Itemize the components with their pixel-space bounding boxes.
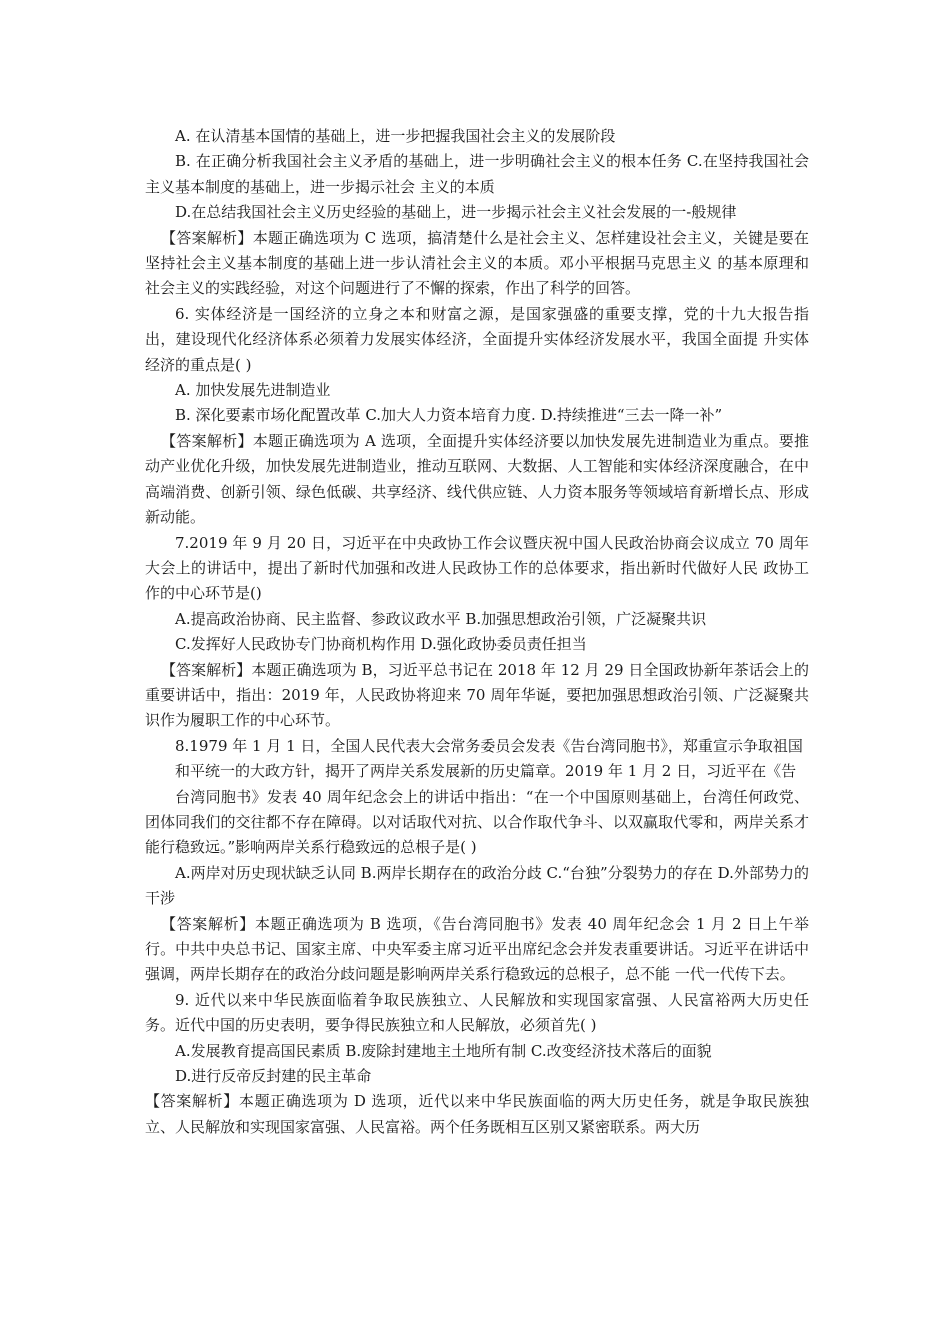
question-6-options-b-d: B. 深化要素市场化配置改革 C.加大人力资本培育力度. D.持续推进“三去一降一补” [175, 406, 723, 425]
answer-explanation-8: 【答案解析】本题正确选项为 B 选项，《告台湾同胞书》发表 40 周年纪念会 1 月 2 日上午举行。中共中央总书记、国家主席、中央军委主席习近平出席纪念会并发表重要讲话。习近平在讲话中强调，两岸长期存在的政治分歧问题是影响两岸关系行稳致远的总根子，总不能 一代一代传下去。 [145, 914, 809, 984]
question-9-option-d: D.进行反帝反封建的民主革命 [175, 1067, 372, 1086]
question-8-options: A.两岸对历史现状缺乏认同 B.两岸长期存在的政治分歧 C.“台独”分裂势力的存在 D.外部势力的干涉 [145, 863, 809, 908]
question-7-options-c-d: C.发挥好人民政协专门协商机构作用 D.强化政协委员责任担当 [175, 635, 587, 654]
question-8-part-2: 和平统一的大政方针，揭开了两岸关系发展新的历史篇章。2019 年 1 月 2 日，习近平在《告 [175, 762, 797, 781]
answer-explanation-9: 【答案解析】本题正确选项为 D 选项，近代以来中华民族面临的两大历史任务，就是争取民族独立、人民解放和实现国家富强、人民富裕。两个任务既相互区别又紧密联系。两大历 [145, 1092, 809, 1136]
question-9-options-a-c: A.发展教育提高国民素质 B.废除封建地主土地所有制 C.改变经济技术落后的面貌 [175, 1041, 712, 1060]
option-d-line: D.在总结我国社会主义历史经验的基础上，进一步揭示社会主义社会发展的一-般规律 [175, 203, 737, 222]
answer-explanation-7: 【答案解析】本题正确选项为 B，习近平总书记在 2018 年 12 月 29 日全国政协新年茶话会上的重要讲话中，指出：2019 年，人民政协将迎来 70 周年华诞，要把加强思想政治引领、广泛凝聚共识作为履职工作的中心环节。 [145, 660, 809, 730]
question-9: 9. 近代以来中华民族面临着争取民族独立、人民解放和实现国家富强、人民富裕两大历史任 务。近代中国的历史表明，要争得民族独立和人民解放，必须首先( ) [145, 990, 809, 1035]
question-7-options-a-b: A.提高政治协商、民主监督、参政议政水平 B.加强思想政治引领，广泛凝聚共识 [175, 609, 707, 628]
answer-explanation-5: 【答案解析】本题正确选项为 C 选项，搞清楚什么是社会主义、怎样建设社会主义，关键是要在坚持社会主义基本制度的基础上进一步认清社会主义的本质。邓小平根据马克思主义 的基本原理和社会主义的实践经验，对这个问题进行了不懈的探索，作出了科学的回答。 [145, 228, 809, 298]
option-b-c-line: B. 在正确分析我国社会主义矛盾的基础上，进一步明确社会主义的根本任务 C.在坚持我国社会主义基本制度的基础上，进一步揭示社会 主义的本质 [145, 152, 809, 196]
question-6-option-a: A. 加快发展先进制造业 [175, 381, 331, 400]
option-a-line: A. 在认清基本国情的基础上，进一步把握我国社会主义的发展阶段 [175, 127, 616, 145]
question-7: 7.2019 年 9 月 20 日，习近平在中央政协工作会议暨庆祝中国人民政治协商会议成立 70 周年大会上的讲话中，提出了新时代加强和改进人民政协工作的总体要求，指出新时代做好人民 政协工作的中心环节是() [145, 533, 809, 603]
question-6: 6. 实体经济是一国经济的立身之本和财富之源，是国家强盛的重要支撑，党的十九大报告指 出，建设现代化经济体系必须着力发展实体经济，全面提升实体经济发展水平，我国全面提 升实体经济的重点是( ) [145, 304, 809, 374]
question-8-part-1: 8.1979 年 1 月 1 日，全国人民代表大会常务委员会发表《告台湾同胞书》，郑重宣示争取祖国 [175, 736, 803, 755]
document-page [145, 124, 809, 1140]
answer-explanation-6: 【答案解析】本题正确选项为 A 选项，全面提升实体经济要以加快发展先进制造业为重点。要推动产业优化升级，加快发展先进制造业，推动互联网、大数据、人工智能和实体经济深度融合，在中高端消费、创新引领、绿色低碳、共享经济、线代供应链、人力资本服务等领域培育新增长点、形成新动能。 [145, 431, 809, 527]
question-8-part-3: 台湾同胞书》发表 40 周年纪念会上的讲话中指出：“在一个中国原则基础上，台湾任何政党、团体同我们的交往都不存在障碍。以对话取代对抗、以合作取代争斗、以双赢取代零和，两岸关系才能行稳致远。”影响两岸关系行稳致远的总根子是( ) [145, 787, 809, 857]
